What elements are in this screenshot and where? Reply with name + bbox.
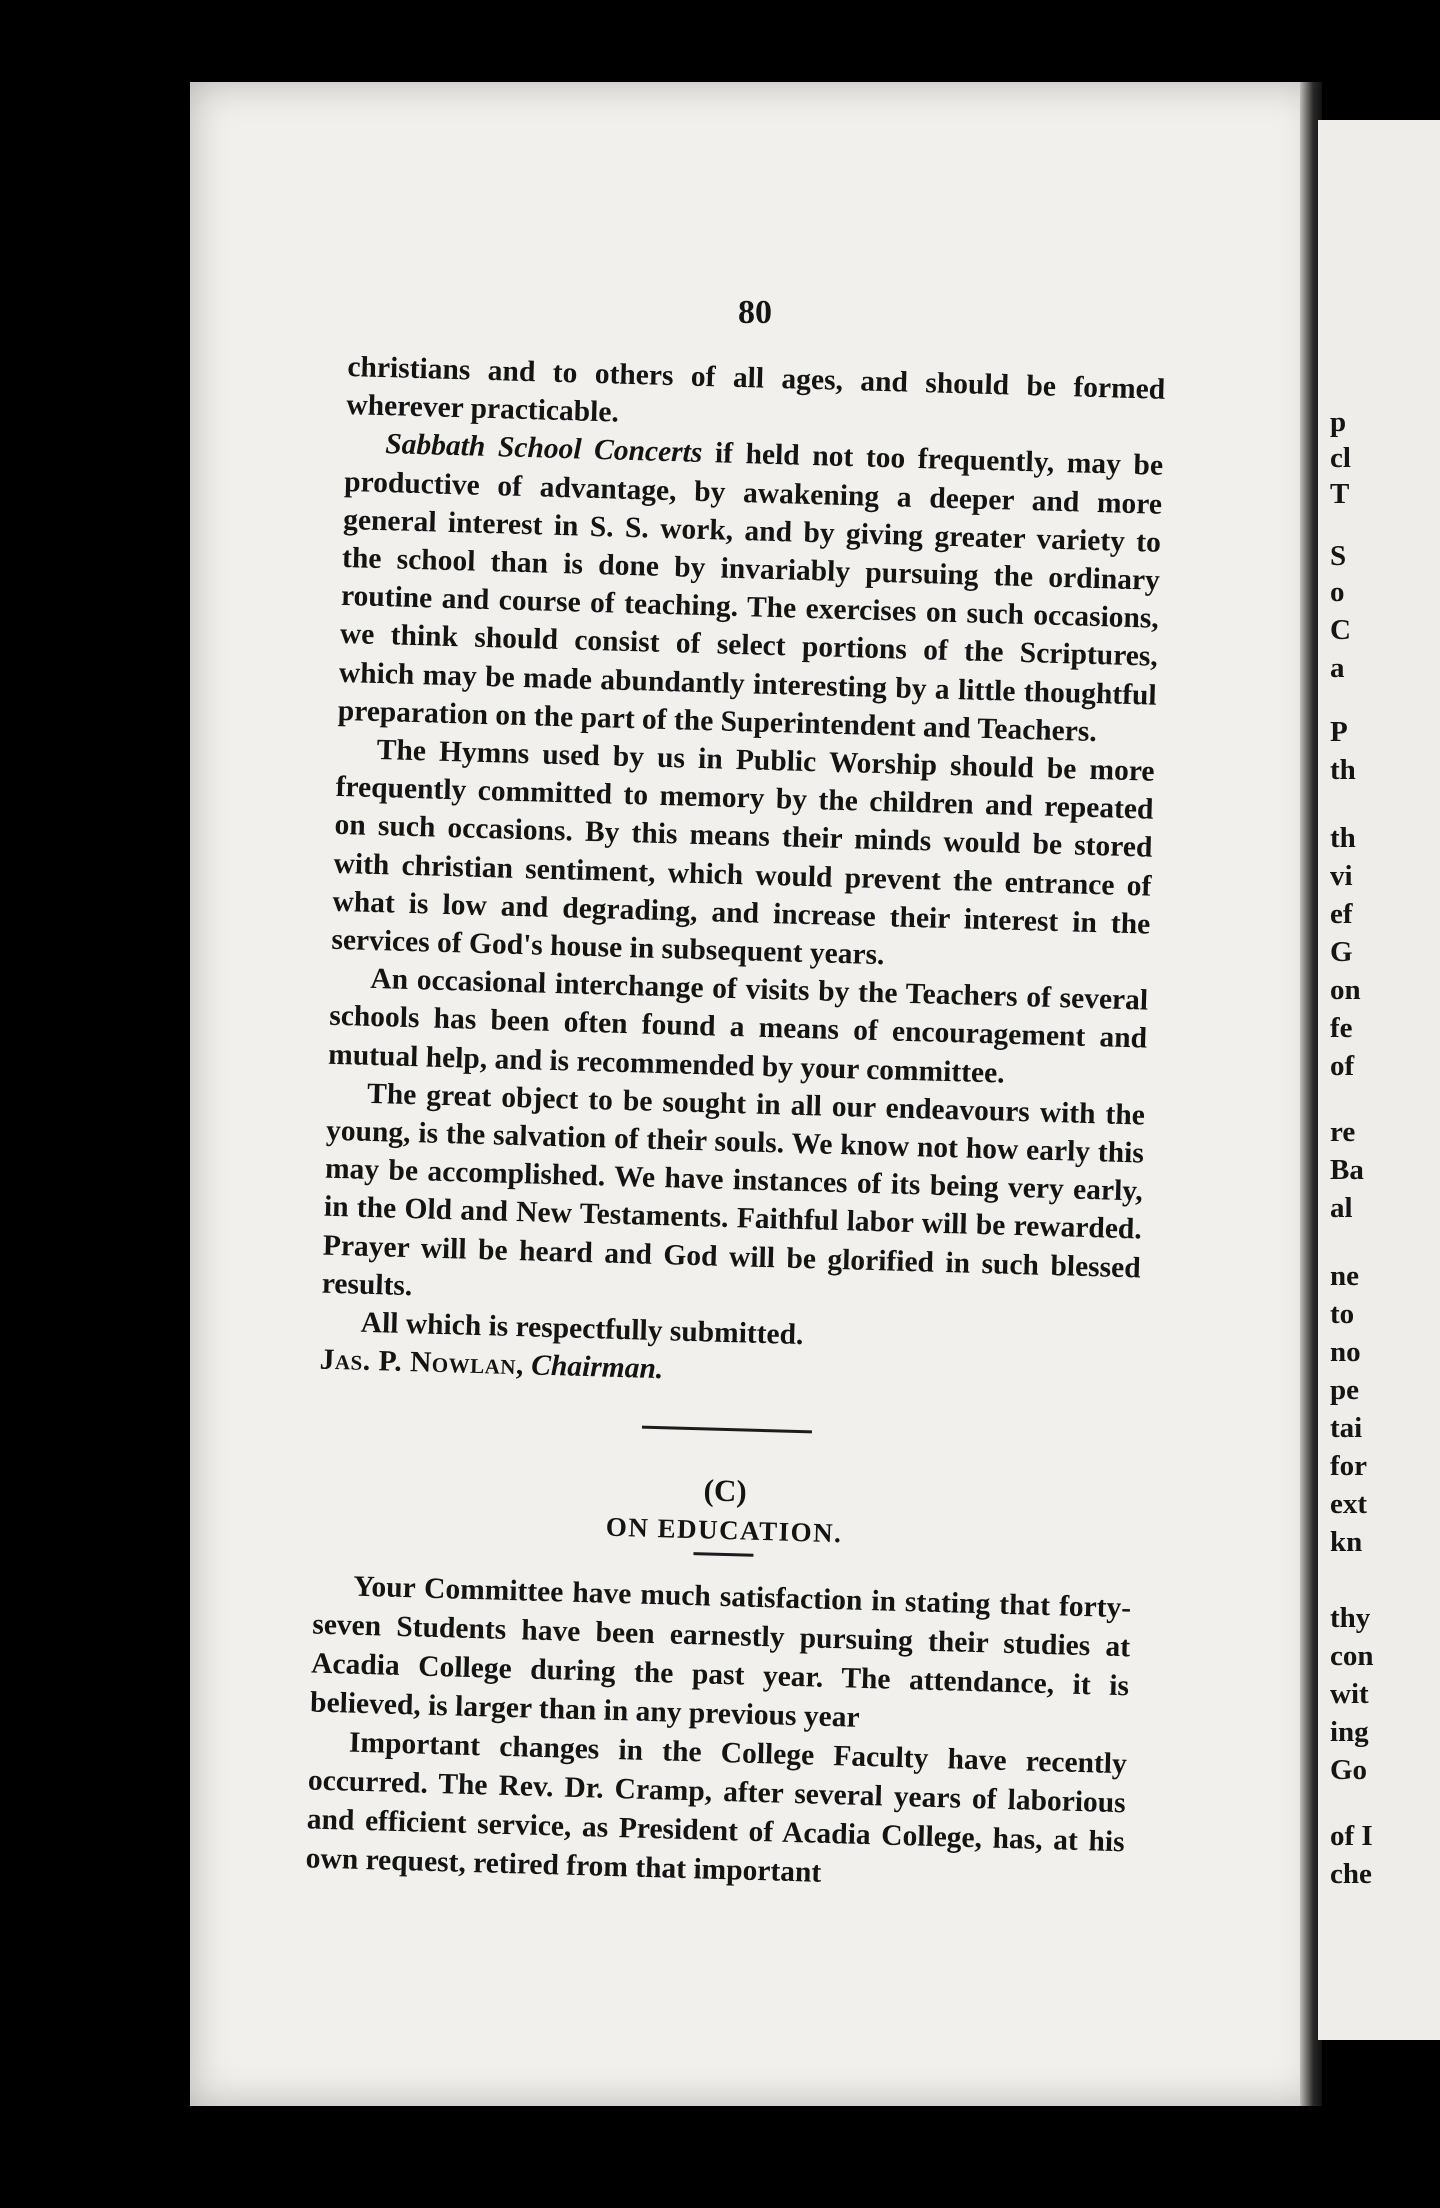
fragment: to	[1330, 1298, 1355, 1330]
paragraph-education-faculty: Important changes in the College Faculty have recently occurred. The Rev. Dr. Cramp, after several years of laborious and efficient service, as President of Acadia College, has, at his own request, retired from that important	[305, 1727, 1128, 1890]
paragraph-continuation: christians and to others of all ages, and should be formed wherever practicable.	[345, 350, 1166, 429]
fragment: of I	[1330, 1820, 1373, 1852]
scanned-page	[190, 82, 1320, 2106]
section-title-underline	[693, 1553, 753, 1558]
fragment: a	[1330, 652, 1345, 684]
section-title: ON EDUCATION.	[605, 1512, 843, 1549]
fragment: C	[1330, 614, 1351, 646]
section-letter: (C)	[703, 1472, 748, 1510]
fragment: Go	[1330, 1754, 1368, 1786]
fragment: ext	[1330, 1488, 1368, 1520]
fragment: tai	[1330, 1412, 1363, 1444]
paragraph-hymns: The Hymns used by us in Public Worship should be more frequently committed to memory by the children and repeated on such occasions. By this means their minds would be stored with christian sentiment, which would prevent the entrance of what is low and degrading, and increase their interest in the services of God's house in subsequent years.	[331, 733, 1155, 972]
fragment: of	[1330, 1050, 1355, 1082]
fragment: for	[1330, 1450, 1368, 1482]
fragment: o	[1330, 576, 1345, 608]
sabbath-school-concerts-term: Sabbath School Concerts	[384, 428, 703, 470]
fragment: thy	[1330, 1602, 1371, 1634]
fragment: S	[1330, 540, 1347, 572]
paragraph-great-object: The great object to be sought in all our endeavours with the young, is the salvation of their souls. We know not how early this may be accomplished. We have instances of its being very early, in the Old and New Testaments. Faithful labor will be rewarded. Prayer will be heard and God will be glorified in such blessed results.	[321, 1077, 1146, 1303]
fragment: ne	[1330, 1260, 1359, 1292]
sabbath-school-concerts-text: if held not too frequently, may be productive of advantage, by awakening a deeper and more general interest in S. S. work, and by giving greater variety to the school than is done by invariably pursuing the ordinary routine and course of teaching. The exercises on such occasions, we think should consist of select portions of the Scriptures, which may be made abundantly interesting by a little thoughtful preparation on the part of the Superintendent and Teachers.	[337, 437, 1164, 748]
fragment: che	[1330, 1858, 1372, 1890]
fragment: th	[1330, 822, 1356, 854]
fragment: P	[1330, 716, 1348, 748]
fragment: kn	[1330, 1526, 1363, 1558]
page-body	[305, 348, 1165, 1902]
fragment: G	[1330, 936, 1353, 968]
fragment: T	[1330, 478, 1350, 510]
fragment: no	[1330, 1336, 1361, 1368]
page-number: 80	[738, 294, 772, 331]
paragraph-education-students: Your Committee have much satisfaction in stating that forty-seven Students have been earnestly pursuing their studies at Acadia College during the past year. The attendance, it is believed, is larger than in any previous year	[309, 1571, 1132, 1735]
fragment: cl	[1330, 442, 1351, 474]
fragment: al	[1330, 1192, 1353, 1224]
fragment: th	[1330, 754, 1356, 786]
adjacent-page-edge	[1318, 120, 1440, 2040]
fragment: re	[1330, 1116, 1356, 1148]
paragraph-sabbath-school-concerts	[337, 424, 1163, 752]
fragment: ef	[1330, 898, 1353, 930]
fragment: con	[1330, 1640, 1374, 1672]
section-divider	[642, 1426, 812, 1434]
fragment: vi	[1330, 860, 1353, 892]
fragment: on	[1330, 974, 1361, 1006]
fragment: ing	[1330, 1716, 1369, 1748]
paragraph-submitted: All which is respectfully submitted.	[360, 1306, 804, 1352]
fragment: pe	[1330, 1374, 1359, 1406]
fragment: Ba	[1330, 1154, 1364, 1186]
fragment: fe	[1330, 1012, 1353, 1044]
fragment: p	[1330, 406, 1347, 438]
paragraph-interchange-visits: An occasional interchange of visits by the Teachers of several schools has been often found a means of encouragement and mutual help, and is recommended by your committee.	[327, 963, 1149, 1090]
signature-title: Chairman.	[530, 1349, 664, 1386]
signature-name: Jas. P. Nowlan,	[319, 1343, 525, 1382]
fragment: wit	[1330, 1678, 1369, 1710]
